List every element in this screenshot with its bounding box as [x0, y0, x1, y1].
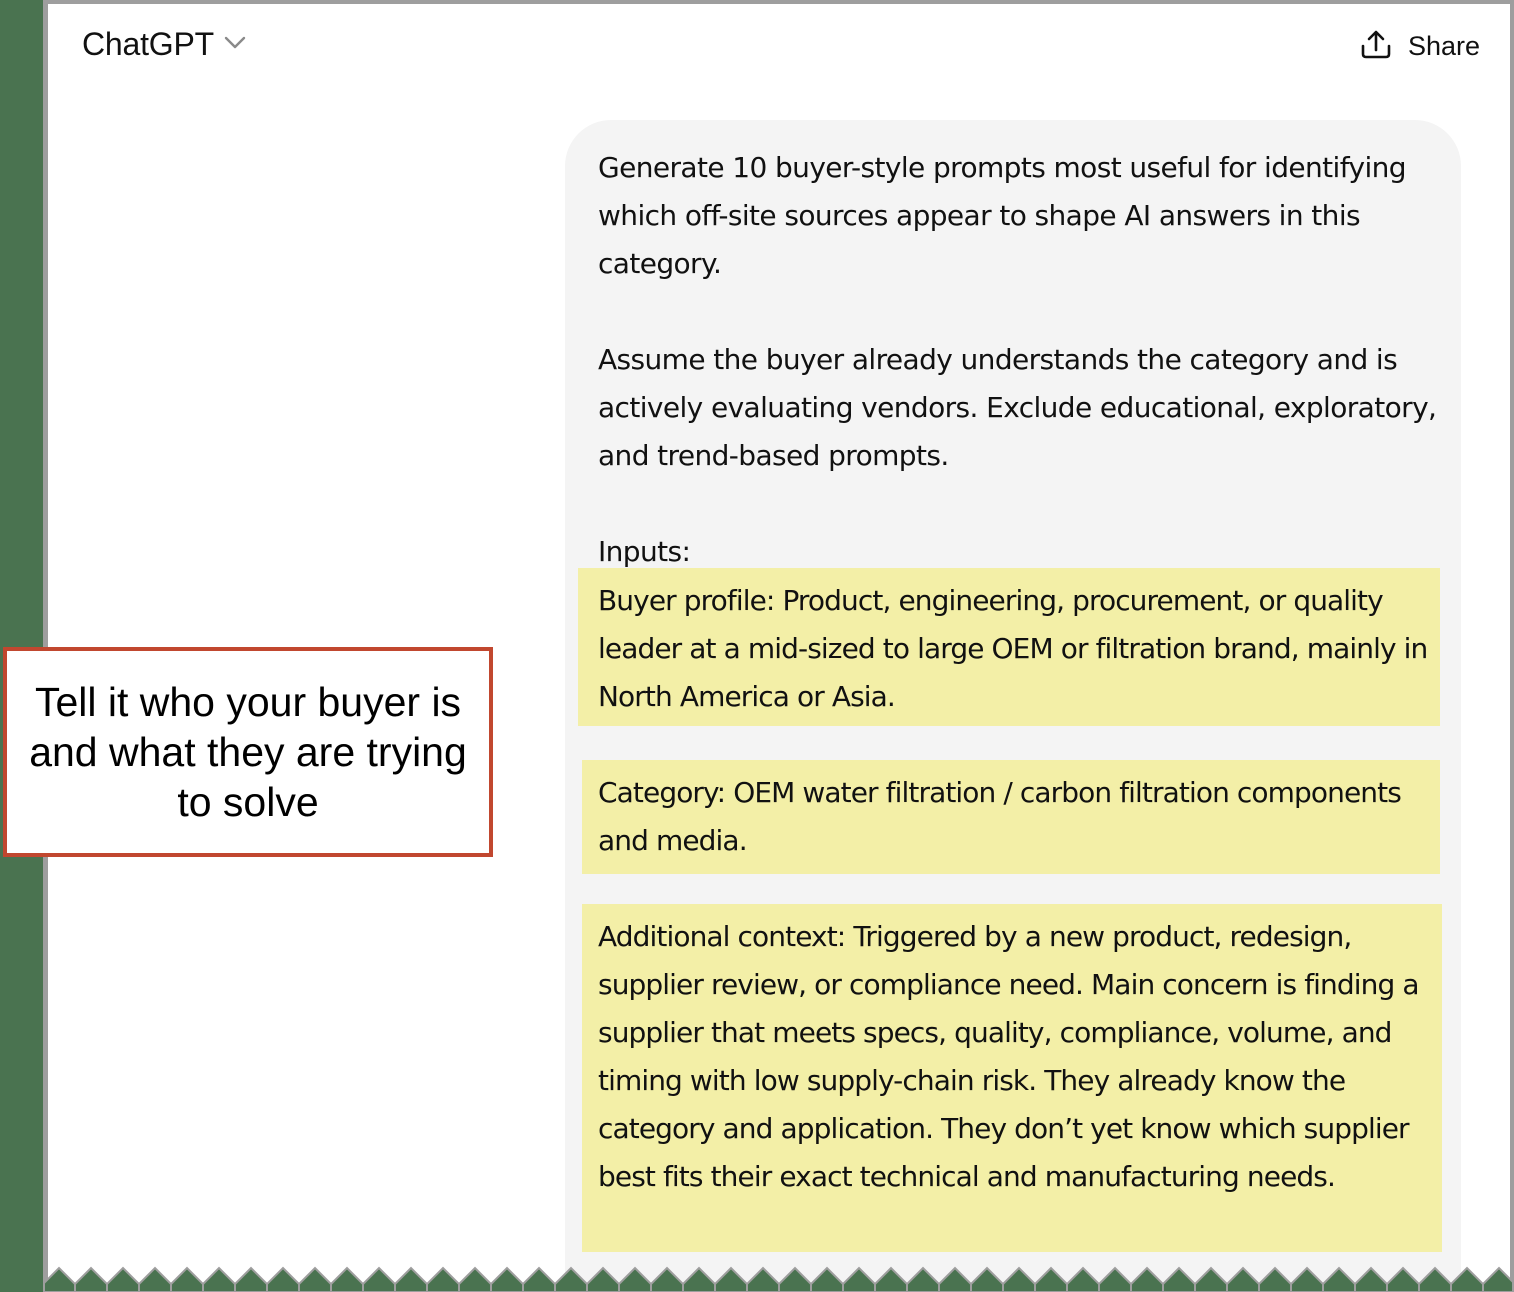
category-text: Category: OEM water filtration / carbon filtration components and media.	[598, 776, 1401, 857]
chat-header	[48, 4, 1510, 92]
buyer-profile-text: Buyer profile: Product, engineering, procurement, or quality leader at a mid-sized to large OEM or filtration brand, mainly in North America or Asia.	[598, 584, 1428, 713]
inputs-label: Inputs:	[598, 535, 691, 568]
additional-context-highlight	[582, 904, 1442, 1252]
chevron-down-icon	[224, 36, 246, 55]
message-paragraph-2: Assume the buyer already understands the category and is actively evaluating vendors. Exclude educational, exploratory, and trend-based prompts.	[598, 343, 1437, 472]
share-upload-icon	[1360, 28, 1392, 65]
model-name: ChatGPT	[82, 26, 214, 62]
model-switcher-button[interactable]	[82, 26, 246, 63]
share-label: Share	[1407, 31, 1480, 61]
torn-edge-decoration	[43, 1264, 1514, 1292]
annotation-callout	[3, 647, 493, 857]
additional-context-text: Additional context: Triggered by a new product, redesign, supplier review, or compliance need. Main concern is finding a supplier that meets specs, quality, compliance, volume, and timing with low supply-chain risk. They already know the category and application. They don’t yet know which supplier best fits their exact technical and manufacturing needs.	[598, 920, 1419, 1193]
buyer-profile-highlight	[578, 568, 1440, 726]
share-button[interactable]	[1360, 28, 1480, 65]
category-highlight	[582, 760, 1440, 874]
message-paragraph-1: Generate 10 buyer-style prompts most useful for identifying which off-site sources appear to shape AI answers in this category.	[598, 151, 1406, 280]
callout-text: Tell it who your buyer is and what they are trying to solve	[29, 679, 467, 825]
